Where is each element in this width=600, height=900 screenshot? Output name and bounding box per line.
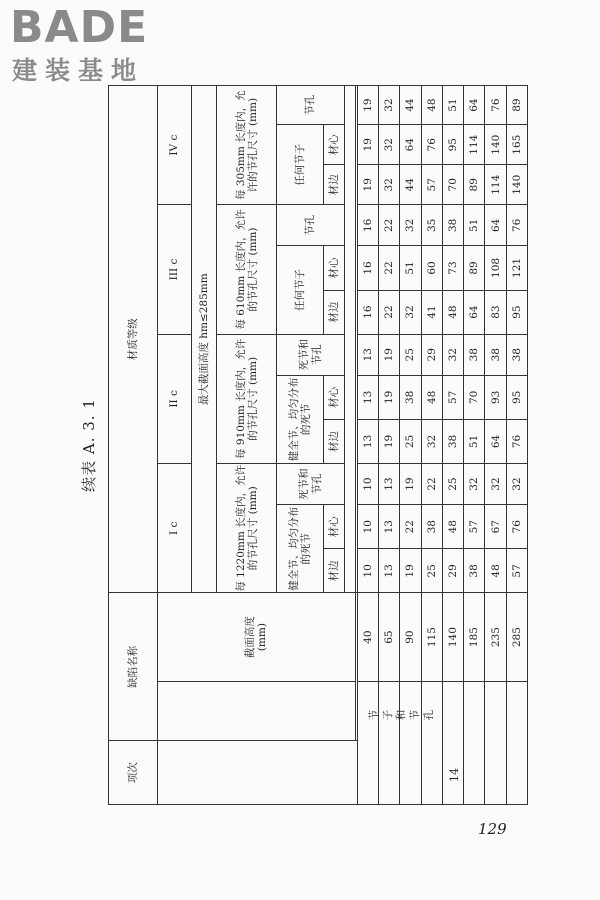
size-cell: 93: [485, 375, 506, 419]
section-height-cell: 40: [357, 593, 378, 681]
size-cell: 41: [421, 290, 442, 334]
size-cell: 38: [485, 334, 506, 375]
page-number: 129: [478, 820, 507, 838]
size-cell: 22: [379, 205, 400, 246]
size-cell: 57: [464, 505, 485, 549]
g4-edge-header: 材边: [323, 165, 344, 205]
size-cell: 121: [506, 246, 527, 290]
size-cell: 25: [400, 419, 421, 463]
size-cell: 114: [485, 165, 506, 205]
size-cell: 32: [400, 290, 421, 334]
header-item-no: 项次: [109, 741, 158, 805]
size-cell: 10: [357, 549, 378, 593]
size-cell: 32: [379, 125, 400, 165]
size-cell: 95: [442, 125, 463, 165]
section-height-label: 截面高度: [244, 616, 257, 659]
size-cell: 25: [400, 334, 421, 375]
size-cell: 29: [421, 334, 442, 375]
size-cell: 38: [464, 334, 485, 375]
size-cell: 13: [379, 464, 400, 505]
g1-edge-header: 材边: [323, 549, 344, 593]
grade-4-length-header: 每 305mm 长度内，允许的节孔尺寸 (mm): [217, 86, 277, 205]
section-height-unit: (mm): [256, 623, 269, 652]
watermark-subtitle: 建装基地: [12, 56, 145, 85]
size-cell: 44: [400, 86, 421, 125]
size-cell: 19: [400, 549, 421, 593]
max-height-note: 最大截面高度 hm≤285mm: [191, 86, 217, 593]
size-cell: 13: [357, 419, 378, 463]
size-cell: 108: [485, 246, 506, 290]
section-height-cell: 140: [442, 593, 463, 681]
size-cell: 165: [506, 125, 527, 165]
section-height-cell: 235: [485, 593, 506, 681]
section-height-cell: 115: [421, 593, 442, 681]
grade-2-label: II c: [157, 334, 191, 463]
size-cell: 76: [485, 86, 506, 125]
size-cell: 16: [357, 246, 378, 290]
table-caption: 续表 A. 3. 1: [80, 398, 98, 492]
table-row: [464, 86, 485, 805]
size-cell: 32: [421, 419, 442, 463]
size-cell: 10: [357, 505, 378, 549]
size-cell: 19: [357, 86, 378, 125]
g4-center-header: 材心: [323, 125, 344, 165]
item-number-label: 14: [448, 768, 461, 782]
section-height-cell: 185: [464, 593, 485, 681]
size-cell: 57: [421, 165, 442, 205]
size-cell: 32: [442, 334, 463, 375]
size-cell: 64: [464, 86, 485, 125]
size-cell: 32: [379, 165, 400, 205]
size-cell: 38: [464, 549, 485, 593]
size-cell: 57: [506, 549, 527, 593]
size-cell: 22: [379, 290, 400, 334]
g2-dead-knot-header: 死节和节孔: [276, 334, 344, 375]
size-cell: 48: [421, 375, 442, 419]
size-cell: 95: [506, 290, 527, 334]
size-cell: 76: [506, 419, 527, 463]
header-material-grade: 材质等级: [109, 86, 158, 593]
size-cell: 22: [421, 464, 442, 505]
size-cell: 57: [442, 375, 463, 419]
size-cell: 32: [379, 86, 400, 125]
g1-center-header: 材心: [323, 505, 344, 549]
size-cell: 19: [379, 375, 400, 419]
size-cell: 89: [464, 165, 485, 205]
g3-edge-header: 材边: [323, 290, 344, 334]
size-cell: 73: [442, 246, 463, 290]
size-cell: 51: [464, 419, 485, 463]
size-cell: 38: [442, 419, 463, 463]
g2-sound-knot-header: 健全节、均匀分布的死节: [276, 375, 323, 463]
size-cell: 51: [464, 205, 485, 246]
size-cell: 140: [485, 125, 506, 165]
size-cell: 76: [506, 505, 527, 549]
size-cell: 140: [506, 165, 527, 205]
size-cell: 19: [379, 419, 400, 463]
size-cell: 13: [379, 505, 400, 549]
size-cell: 67: [485, 505, 506, 549]
grade-3-length-header: 每 610mm 长度内，允许的节孔尺寸 (mm): [217, 205, 277, 334]
size-cell: 38: [506, 334, 527, 375]
size-cell: 64: [400, 125, 421, 165]
rotated-table-container: [80, 85, 528, 805]
size-cell: 25: [442, 464, 463, 505]
knot-limits-table: [108, 85, 528, 805]
g2-edge-header: 材边: [323, 419, 344, 463]
size-cell: 89: [464, 246, 485, 290]
size-cell: 64: [485, 205, 506, 246]
size-cell: 16: [357, 290, 378, 334]
size-cell: 19: [357, 165, 378, 205]
size-cell: 44: [400, 165, 421, 205]
size-cell: 70: [442, 165, 463, 205]
size-cell: 32: [464, 464, 485, 505]
size-cell: 48: [442, 290, 463, 334]
size-cell: 38: [400, 375, 421, 419]
size-cell: 64: [485, 419, 506, 463]
size-cell: 19: [357, 125, 378, 165]
grade-1-length-header: 每 1220mm 长度内，允许的节孔尺寸 (mm): [217, 464, 277, 593]
size-cell: 48: [421, 86, 442, 125]
grade-1-label: I c: [157, 464, 191, 593]
size-cell: 19: [379, 334, 400, 375]
grade-3-label: III c: [157, 205, 191, 334]
g3-center-header: 材心: [323, 246, 344, 290]
g2-center-header: 材心: [323, 375, 344, 419]
header-defect-name: 缺陷名称: [109, 593, 158, 741]
g3-knot-hole-header: 节孔: [276, 205, 344, 246]
size-cell: 13: [357, 375, 378, 419]
size-cell: 83: [485, 290, 506, 334]
grade-4-label: IV c: [157, 86, 191, 205]
size-cell: 10: [357, 464, 378, 505]
defect-name-label: 节子和节孔: [368, 709, 435, 721]
g4-any-knot-header: 任何节子: [276, 125, 323, 205]
g4-knot-hole-header: 节孔: [276, 86, 344, 125]
g1-sound-knot-header: 健全节、均匀分布的死节: [276, 505, 323, 593]
size-cell: 38: [421, 505, 442, 549]
size-cell: 48: [485, 549, 506, 593]
size-cell: 70: [464, 375, 485, 419]
header-section-height: [157, 593, 355, 681]
size-cell: 51: [442, 86, 463, 125]
size-cell: 29: [442, 549, 463, 593]
size-cell: 13: [379, 549, 400, 593]
size-cell: 60: [421, 246, 442, 290]
size-cell: 22: [379, 246, 400, 290]
size-cell: 48: [442, 505, 463, 549]
size-cell: 32: [400, 205, 421, 246]
size-cell: 32: [506, 464, 527, 505]
grade-2-length-header: 每 910mm 长度内，允许的节孔尺寸 (mm): [217, 334, 277, 463]
size-cell: 76: [506, 205, 527, 246]
size-cell: 35: [421, 205, 442, 246]
g1-dead-knot-header: 死节和节孔: [276, 464, 344, 505]
table-row: [442, 86, 463, 805]
size-cell: 19: [400, 464, 421, 505]
g3-any-knot-header: 任何节子: [276, 246, 323, 334]
size-cell: 32: [485, 464, 506, 505]
section-height-cell: 65: [379, 593, 400, 681]
size-cell: 89: [506, 86, 527, 125]
size-cell: 64: [464, 290, 485, 334]
size-cell: 51: [400, 246, 421, 290]
size-cell: 13: [357, 334, 378, 375]
size-cell: 95: [506, 375, 527, 419]
size-cell: 38: [442, 205, 463, 246]
table-row: [485, 86, 506, 805]
size-cell: 16: [357, 205, 378, 246]
size-cell: 76: [421, 125, 442, 165]
size-cell: 22: [400, 505, 421, 549]
section-height-cell: 90: [400, 593, 421, 681]
size-cell: 25: [421, 549, 442, 593]
section-height-cell: 285: [506, 593, 527, 681]
size-cell: 114: [464, 125, 485, 165]
watermark-brand: BADE: [10, 2, 149, 53]
table-row: [506, 86, 527, 805]
